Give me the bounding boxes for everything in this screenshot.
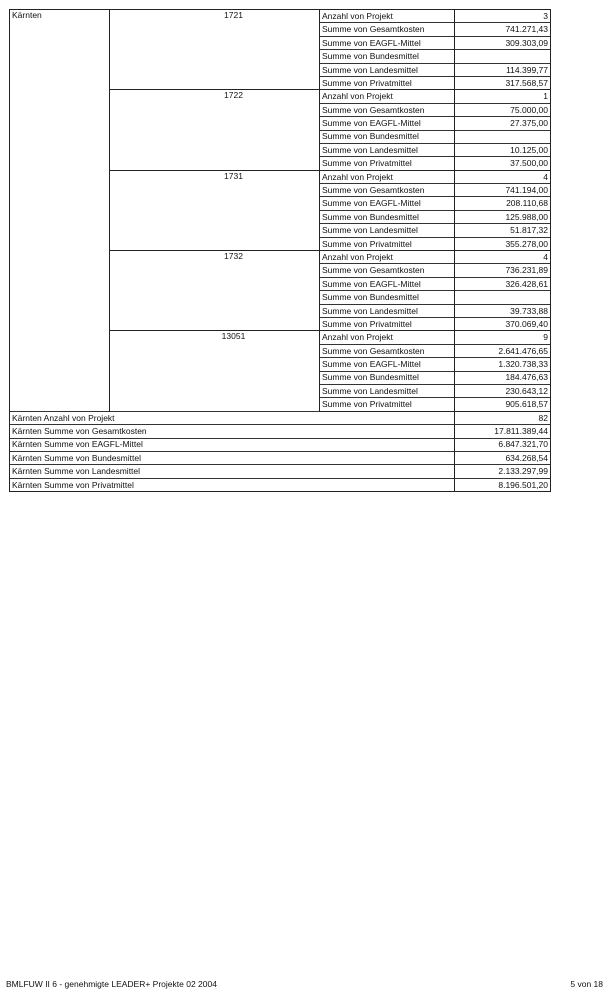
row-value: 2.641.476,65 xyxy=(455,344,551,357)
row-value: 10.125,00 xyxy=(455,143,551,156)
total-row xyxy=(10,438,551,451)
row-value: 905.618,57 xyxy=(455,398,551,411)
row-label: Summe von Gesamtkosten xyxy=(320,23,455,36)
row-value: 3 xyxy=(455,10,551,23)
row-label: Anzahl von Projekt xyxy=(320,90,455,103)
group-code: 13051 xyxy=(110,331,320,411)
report-body xyxy=(10,10,551,492)
row-label: Summe von Gesamtkosten xyxy=(320,184,455,197)
total-label: Kärnten Summe von EAGFL-Mittel xyxy=(10,438,455,451)
row-label: Anzahl von Projekt xyxy=(320,331,455,344)
region-name: Kärnten xyxy=(10,10,110,412)
row-label: Summe von Landesmittel xyxy=(320,224,455,237)
row-label: Summe von Bundesmittel xyxy=(320,130,455,143)
row-value xyxy=(455,130,551,143)
row-value: 75.000,00 xyxy=(455,103,551,116)
row-label: Anzahl von Projekt xyxy=(320,251,455,264)
row-value xyxy=(455,291,551,304)
footer-document-title: BMLFUW II 6 - genehmigte LEADER+ Projekte 02 2004 xyxy=(6,979,217,989)
report-table xyxy=(9,9,551,492)
total-row xyxy=(10,465,551,478)
row-label: Summe von Landesmittel xyxy=(320,384,455,397)
row-label: Summe von Gesamtkosten xyxy=(320,264,455,277)
row-value: 125.988,00 xyxy=(455,210,551,223)
row-value: 114.399,77 xyxy=(455,63,551,76)
row-label: Summe von EAGFL-Mittel xyxy=(320,358,455,371)
total-value: 634.268,54 xyxy=(455,451,551,464)
group-code: 1721 xyxy=(110,10,320,90)
row-value: 736.231,89 xyxy=(455,264,551,277)
table-row xyxy=(10,10,551,23)
row-label: Summe von Landesmittel xyxy=(320,304,455,317)
row-label: Summe von Bundesmittel xyxy=(320,291,455,304)
total-row xyxy=(10,425,551,438)
row-value: 741.194,00 xyxy=(455,184,551,197)
row-value xyxy=(455,50,551,63)
group-code: 1732 xyxy=(110,251,320,331)
row-label: Summe von Privatmittel xyxy=(320,157,455,170)
total-value: 2.133.297,99 xyxy=(455,465,551,478)
row-value: 326.428,61 xyxy=(455,277,551,290)
total-row xyxy=(10,451,551,464)
footer-page-number: 5 von 18 xyxy=(570,979,603,989)
row-value: 208.110,68 xyxy=(455,197,551,210)
row-label: Summe von Privatmittel xyxy=(320,76,455,89)
row-value: 370.069,40 xyxy=(455,317,551,330)
row-label: Summe von Bundesmittel xyxy=(320,210,455,223)
total-label: Kärnten Summe von Privatmittel xyxy=(10,478,455,491)
row-label: Anzahl von Projekt xyxy=(320,10,455,23)
row-value: 1.320.738,33 xyxy=(455,358,551,371)
total-label: Kärnten Summe von Gesamtkosten xyxy=(10,425,455,438)
row-label: Summe von Privatmittel xyxy=(320,317,455,330)
row-label: Summe von EAGFL-Mittel xyxy=(320,277,455,290)
row-value: 355.278,00 xyxy=(455,237,551,250)
row-value: 230.643,12 xyxy=(455,384,551,397)
total-value: 8.196.501,20 xyxy=(455,478,551,491)
row-value: 37.500,00 xyxy=(455,157,551,170)
row-value: 39.733,88 xyxy=(455,304,551,317)
row-value: 4 xyxy=(455,170,551,183)
row-value: 317.568,57 xyxy=(455,76,551,89)
row-label: Summe von Bundesmittel xyxy=(320,371,455,384)
group-code: 1722 xyxy=(110,90,320,170)
total-value: 17.811.389,44 xyxy=(455,425,551,438)
row-value: 309.303,09 xyxy=(455,36,551,49)
total-row xyxy=(10,411,551,424)
total-value: 82 xyxy=(455,411,551,424)
total-label: Kärnten Anzahl von Projekt xyxy=(10,411,455,424)
row-label: Summe von Privatmittel xyxy=(320,398,455,411)
row-label: Summe von Privatmittel xyxy=(320,237,455,250)
row-label: Summe von Bundesmittel xyxy=(320,50,455,63)
total-value: 6.847.321,70 xyxy=(455,438,551,451)
row-value: 27.375,00 xyxy=(455,117,551,130)
group-code: 1731 xyxy=(110,170,320,250)
row-value: 51.817,32 xyxy=(455,224,551,237)
row-label: Summe von Gesamtkosten xyxy=(320,103,455,116)
row-value: 184.476,63 xyxy=(455,371,551,384)
total-label: Kärnten Summe von Bundesmittel xyxy=(10,451,455,464)
row-label: Summe von EAGFL-Mittel xyxy=(320,197,455,210)
total-row xyxy=(10,478,551,491)
row-label: Summe von EAGFL-Mittel xyxy=(320,117,455,130)
row-value: 9 xyxy=(455,331,551,344)
row-value: 741.271,43 xyxy=(455,23,551,36)
row-label: Summe von Gesamtkosten xyxy=(320,344,455,357)
row-value: 1 xyxy=(455,90,551,103)
row-value: 4 xyxy=(455,251,551,264)
row-label: Anzahl von Projekt xyxy=(320,170,455,183)
total-label: Kärnten Summe von Landesmittel xyxy=(10,465,455,478)
row-label: Summe von Landesmittel xyxy=(320,143,455,156)
row-label: Summe von EAGFL-Mittel xyxy=(320,36,455,49)
row-label: Summe von Landesmittel xyxy=(320,63,455,76)
